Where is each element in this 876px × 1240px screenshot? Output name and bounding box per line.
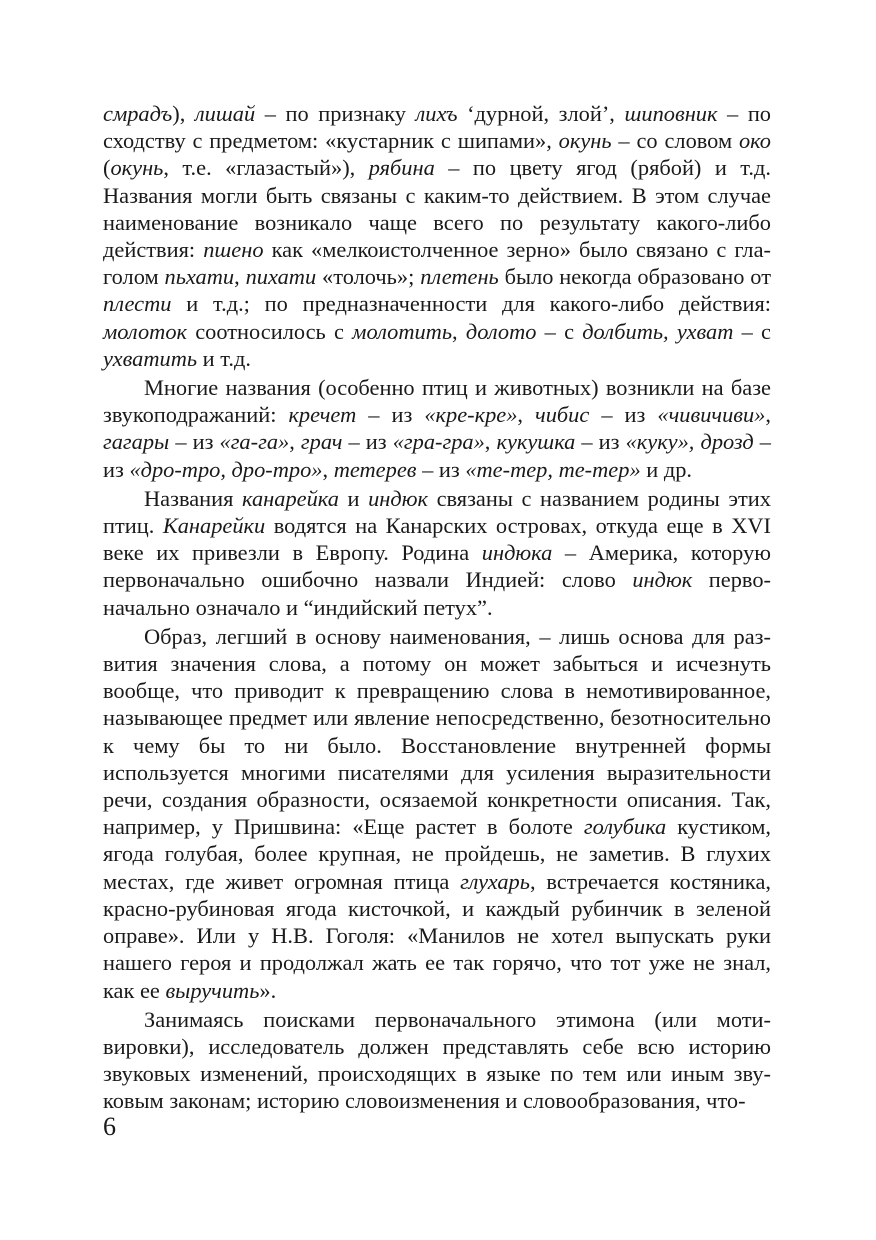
italic-term: «га-га» <box>219 429 290 455</box>
text-run: , т.е. «глазастый»), <box>163 155 369 181</box>
page-number: 6 <box>103 1112 116 1141</box>
italic-term: ухватить <box>103 345 198 371</box>
text-run: – со словом <box>611 128 739 154</box>
italic-term: пихати <box>245 264 317 290</box>
italic-term: канарейка <box>242 485 339 511</box>
italic-term: плетень <box>420 264 499 290</box>
italic-term: глухарь <box>460 868 530 894</box>
text-run: Занимаясь поисками первоначального этимона (или мотивировки), исследователь должен представлять себе всю историю звуковых изменений, происходящих в языке по тем или иным звуковым законам; историю словоизменения и словообразования, что- <box>103 1006 771 1114</box>
italic-term: Канарейки <box>162 513 266 539</box>
text-run: было некогда образовано от <box>498 264 771 290</box>
text-run: ( <box>103 155 111 181</box>
page-body <box>103 100 771 1115</box>
text-run: – по сходству с предметом: «кустарник с шипами», <box>103 101 772 154</box>
paragraph-5 <box>103 1006 771 1115</box>
italic-term: грач <box>300 429 343 455</box>
text-run: ‘дурной, злой’, <box>457 101 625 126</box>
text-run: , <box>234 264 246 290</box>
italic-term: пшено <box>203 237 264 263</box>
italic-term: гагары <box>103 429 170 455</box>
text-run: – из <box>416 456 466 482</box>
italic-term: выручить <box>165 977 260 1003</box>
italic-term: долото <box>465 318 537 344</box>
text-run: – с <box>536 318 583 344</box>
text-run: – из <box>342 429 393 455</box>
italic-term: чибис <box>535 402 590 428</box>
text-run: – по признаку <box>255 101 416 126</box>
italic-term: молотить <box>352 318 453 344</box>
italic-term: шиповник <box>624 101 718 126</box>
text-run: «толочь»; <box>316 264 421 290</box>
text-run: и т.д.; по предназначенности для какого-либо действия: <box>171 291 771 317</box>
text-run: , <box>452 318 466 344</box>
italic-term: плести <box>103 291 172 317</box>
text-run: Названия <box>144 485 243 511</box>
text-run: ». <box>259 977 277 1003</box>
italic-term: индюк <box>368 485 428 511</box>
italic-term: «куку», дрозд <box>625 429 754 455</box>
text-run: – из <box>103 429 771 482</box>
paragraph-2 <box>103 374 771 483</box>
italic-term: пьхати <box>164 264 235 290</box>
text-run: – Америка, которую первоначально ошибочно назвали Индией: слово <box>103 540 771 593</box>
italic-term: тетерев <box>333 456 417 482</box>
text-run: первоначально означало и “индийский петух”. <box>103 567 771 620</box>
text-run: , <box>484 429 497 455</box>
text-run: связаны с названием родины этих птиц. <box>103 485 771 539</box>
text-run: , <box>517 402 536 428</box>
text-run: и т.д. <box>197 345 251 371</box>
paragraph-1 <box>103 100 771 372</box>
text-run: ), <box>172 101 195 126</box>
text-run: – из <box>575 429 626 455</box>
italic-term: «кре-кре» <box>424 402 518 428</box>
italic-term: молоток <box>103 318 187 344</box>
text-run: кустиком, ягода голубая, более крупная, не пройдешь, не заметив. В глухих местах, где живет огромная птица <box>103 814 771 894</box>
paragraph-3 <box>103 485 771 621</box>
italic-term: окунь <box>110 155 164 181</box>
italic-term: лихъ <box>415 101 458 126</box>
text-run: Образ, легший в основу наименования, – лишь основа для развития значения слова, а потому он может забыться и исчезнуть вообще, что приводит к превращению слова в немотивированное, называющее предмет или явление непосредственно, безотносительно к чему бы то ни было. Восстановление внутренней формы используется многими писателями для усиления выразительности речи, создания образности, осязаемой конкретности описания. Так, например, у Пришвина: «Еще растет в болоте <box>103 623 771 840</box>
text-run: – из <box>589 402 658 428</box>
text-run: , <box>322 456 334 482</box>
italic-term: кукушка <box>496 429 576 455</box>
text-run: – из <box>169 429 220 455</box>
italic-term: око <box>738 128 771 154</box>
italic-term: «дро-тро, дро-тро» <box>129 456 323 482</box>
text-run: и др. <box>640 456 693 482</box>
italic-term: «чивичиви» <box>657 402 766 428</box>
italic-term: кречет <box>288 402 357 428</box>
text-run: как «мелкоистолченное зерно» было связано с глаголом <box>103 237 771 290</box>
italic-term: рябина <box>368 155 435 181</box>
italic-term: «гра-гра» <box>392 429 485 455</box>
text-run: и <box>338 485 369 511</box>
paragraph-4 <box>103 623 771 1004</box>
italic-term: лишай <box>194 101 256 126</box>
italic-term: смрадъ <box>103 101 173 126</box>
text-run: – по цвету ягод (рябой) и т.д. Названия могли быть связаны с каким-то действием. В этом случае наименование возникало чаще всего по результату какого-либо действия: <box>103 155 771 263</box>
text-run: , <box>765 402 771 428</box>
italic-term: долбить, ухват <box>582 318 734 344</box>
text-run: водятся на Канарских островах, откуда еще в XVI веке их привезли в Европу. Родина <box>103 513 771 566</box>
italic-term: «те-тер, те-тер» <box>465 456 641 482</box>
italic-term: окунь <box>558 128 612 154</box>
text-run: Многие названия (особенно птиц и животных) возникли на базе звукоподражаний: <box>103 375 771 428</box>
text-run: соотносилось с <box>187 318 353 344</box>
italic-term: индюк <box>632 567 693 593</box>
text-run: – из <box>356 402 425 428</box>
italic-term: голубика <box>583 814 667 840</box>
text-run: , встречается костяника, красно-рубиновая ягода кисточкой, и каждый рубинчик в зеленой оправе». Или у Н.В. Гоголя: «Манилов не хотел выпускать руки нашего героя и продолжал жать ее так горячо, что тот уже не знал, как ее <box>103 868 771 1003</box>
text-run: – с <box>733 318 771 344</box>
italic-term: индюка <box>481 540 553 566</box>
text-run: , <box>289 429 301 455</box>
